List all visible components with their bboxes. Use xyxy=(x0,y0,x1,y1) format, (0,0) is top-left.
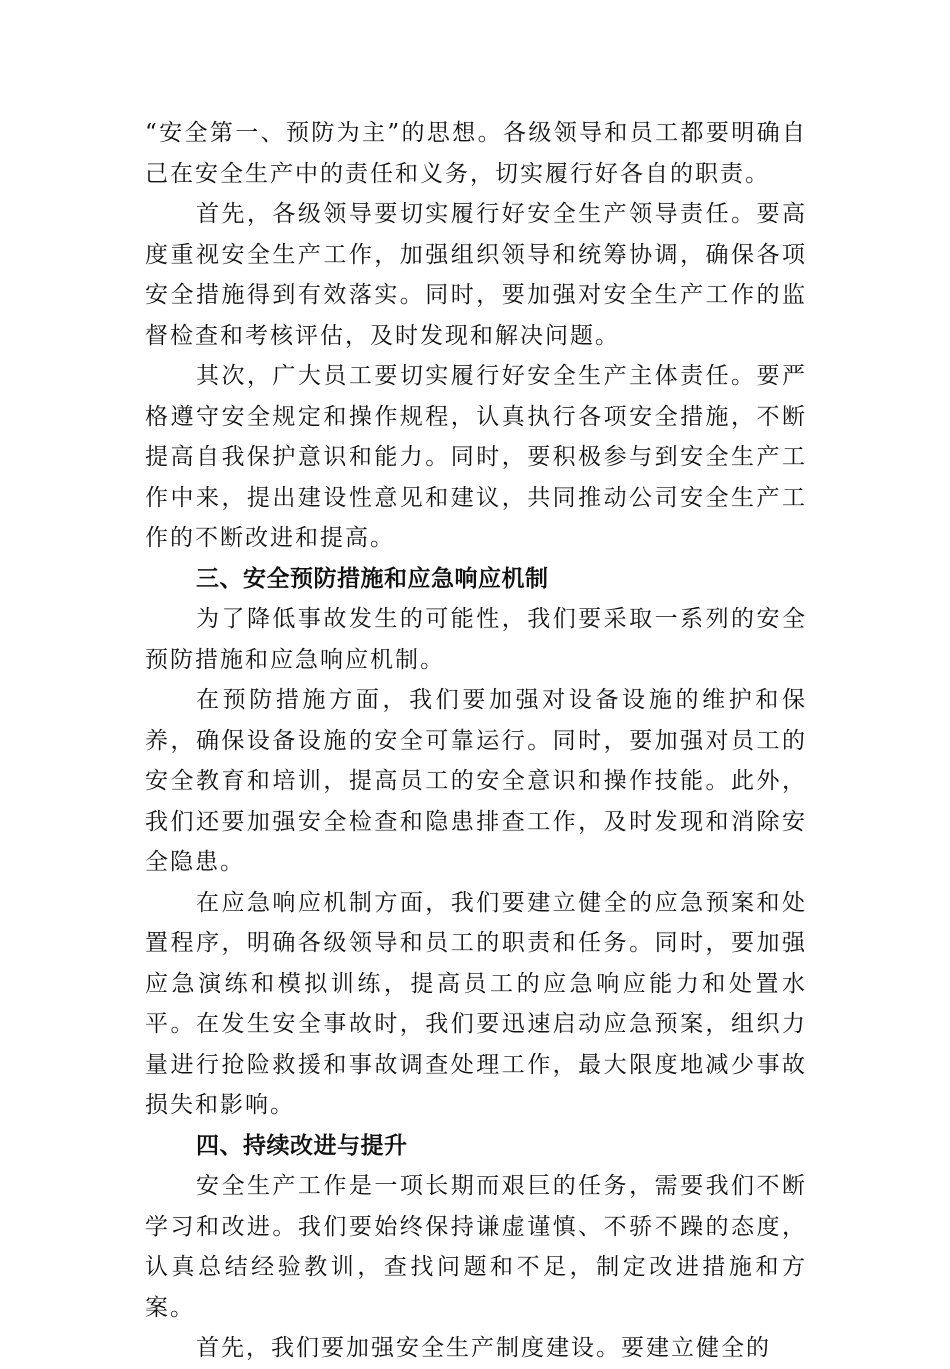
paragraph-employees-responsibility: 其次，广大员工要切实履行好安全生产主体责任。要严格遵守安全规定和操作规程，认真执行各项安全措施，不断提高自我保护意识和能力。同时，要积极参与到安全生产工作中来，提出建设性意见和建议，共同推动公司安全生产工作的不断改进和提高。 xyxy=(145,363,807,551)
paragraph-prevention-intro: 为了降低事故发生的可能性，我们要采取一系列的安全预防措施和应急响应机制。 xyxy=(145,606,807,673)
paragraph-emergency-response: 在应急响应机制方面，我们要建立健全的应急预案和处置程序，明确各级领导和员工的职责和任务。同时，要加强应急演练和模拟训练，提高员工的应急响应能力和处置水平。在发生安全事故时，我们要迅速启动应急预案，组织力量进行抢险救援和事故调查处理工作，最大限度地减少事故损失和影响。 xyxy=(145,889,807,1118)
document-body xyxy=(145,113,807,1369)
paragraph-leaders-responsibility: 首先，各级领导要切实履行好安全生产领导责任。要高度重视安全生产工作，加强组织领导和统筹协调，确保各项安全措施得到有效落实。同时，要加强对安全生产工作的监督检查和考核评估，及时发现和解决问题。 xyxy=(145,201,807,349)
section-heading-4: 四、持续改进与提升 xyxy=(196,1132,408,1159)
paragraph-safety-first: “安全第一、预防为主”的思想。各级领导和员工都要明确自己在安全生产中的责任和义务，切实履行好各自的职责。 xyxy=(145,120,807,187)
paragraph-system-building: 首先，我们要加强安全生产制度建设。要建立健全的 xyxy=(196,1335,771,1361)
section-heading-3: 三、安全预防措施和应急响应机制 xyxy=(196,565,549,592)
paragraph-prevention-measures: 在预防措施方面，我们要加强对设备设施的维护和保养，确保设备设施的安全可靠运行。同时，要加强对员工的安全教育和培训，提高员工的安全意识和操作技能。此外，我们还要加强安全检查和隐患排查工作，及时发现和消除安全隐患。 xyxy=(145,687,807,875)
paragraph-continuous-improvement: 安全生产工作是一项长期而艰巨的任务，需要我们不断学习和改进。我们要始终保持谦虚谨慎、不骄不躁的态度，认真总结经验教训，查找问题和不足，制定改进措施和方案。 xyxy=(145,1173,807,1321)
